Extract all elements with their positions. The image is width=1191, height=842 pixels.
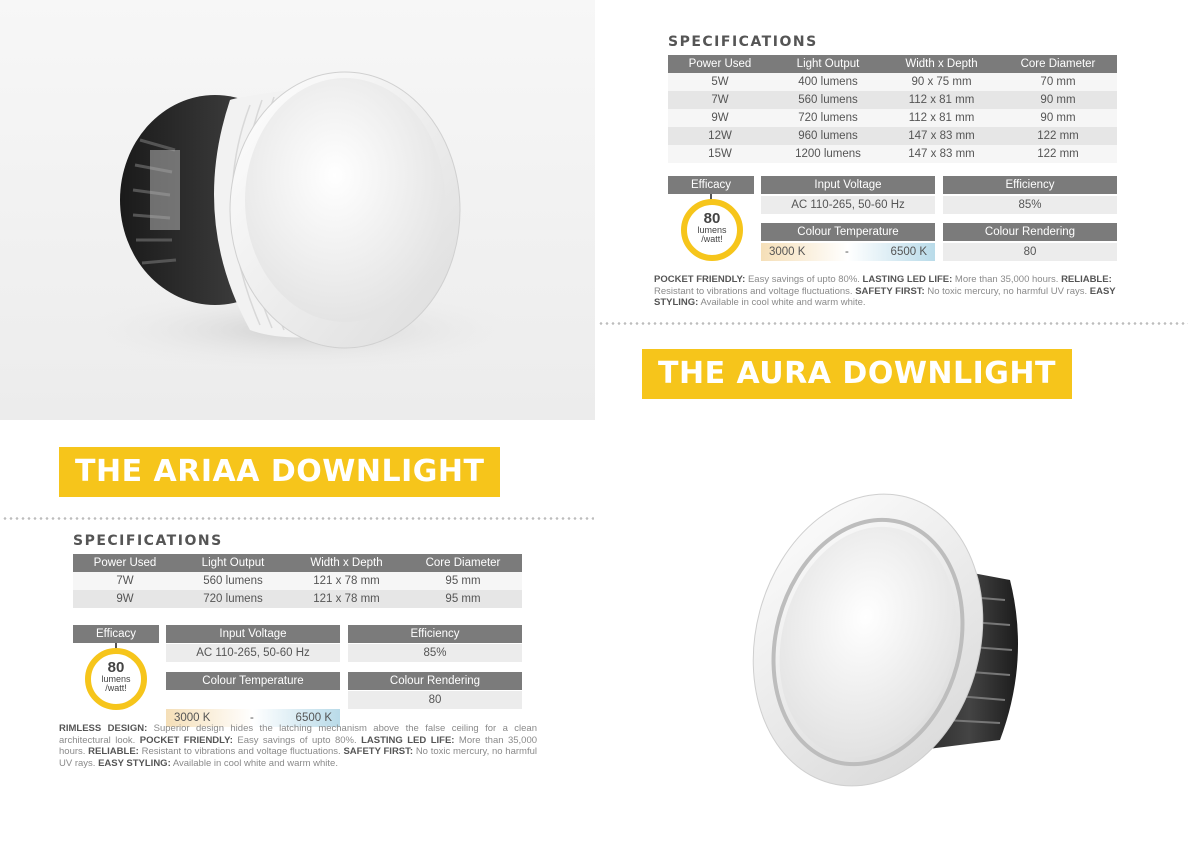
colour-temp-low: 3000 K [174, 712, 211, 724]
ariaa-input-voltage-label: Input Voltage [166, 625, 340, 643]
aura-product-photo [0, 0, 595, 420]
aura-downlight-illustration [0, 0, 595, 420]
feature-text: Resistant to vibrations and voltage fluctuations. [654, 285, 856, 297]
table-row [668, 127, 1117, 145]
colour-temp-separator: - [845, 246, 849, 258]
aura-efficacy-badge [681, 199, 743, 261]
table-cell: 121 x 78 mm [289, 572, 404, 590]
ariaa-input-voltage-value: AC 110-265, 50-60 Hz [166, 644, 340, 662]
colour-temp-low: 3000 K [769, 246, 806, 258]
aura-efficacy-label: Efficacy [668, 176, 754, 194]
table-cell: 95 mm [404, 572, 522, 590]
aura-spec-table [668, 55, 1117, 163]
feature-title: LASTING LED LIFE: [361, 734, 455, 746]
ariaa-product-photo [600, 420, 1191, 842]
feature-text: Superior design hides the latching mechanism above the false ceiling for a clean architectural look. [59, 723, 537, 746]
aura-efficiency-label: Efficiency [943, 176, 1117, 194]
table-cell: 1200 lumens [772, 145, 884, 163]
ariaa-banner: THE ARIAA DOWNLIGHT [59, 447, 500, 497]
table-row [73, 572, 522, 590]
column-header: Light Output [772, 55, 884, 73]
ariaa-efficiency-value: 85% [348, 644, 522, 662]
ariaa-feature-description [59, 723, 537, 769]
table-cell: 90 x 75 mm [884, 73, 999, 91]
table-cell: 15W [668, 145, 772, 163]
ariaa-colour-rendering-label: Colour Rendering [348, 672, 522, 690]
column-header: Width x Depth [884, 55, 999, 73]
feature-title: EASY STYLING: [98, 757, 171, 769]
table-row [668, 145, 1117, 163]
table-cell: 560 lumens [772, 91, 884, 109]
efficacy-unit: /watt! [105, 683, 127, 693]
column-header: Width x Depth [289, 554, 404, 572]
table-cell: 95 mm [404, 590, 522, 608]
table-cell: 9W [668, 109, 772, 127]
feature-title: RELIABLE: [88, 746, 139, 757]
feature-title: EASY STYLING: [654, 285, 1116, 308]
ariaa-spec-header-row [73, 554, 522, 572]
ariaa-spec-heading: SPECIFICATIONS [73, 533, 223, 549]
ariaa-efficiency-label: Efficiency [348, 625, 522, 643]
table-row [668, 109, 1117, 127]
table-cell: 90 mm [999, 109, 1117, 127]
table-cell: 12W [668, 127, 772, 145]
aura-efficiency-value: 85% [943, 196, 1117, 214]
table-cell: 7W [668, 91, 772, 109]
efficacy-unit: /watt! [701, 234, 723, 244]
table-cell: 960 lumens [772, 127, 884, 145]
column-header: Core Diameter [404, 554, 522, 572]
table-cell: 90 mm [999, 91, 1117, 109]
table-cell: 400 lumens [772, 73, 884, 91]
colour-temp-high: 6500 K [890, 246, 927, 258]
aura-colour-rendering-label: Colour Rendering [943, 223, 1117, 241]
ariaa-colour-temperature-label: Colour Temperature [166, 672, 340, 690]
aura-colour-temperature-label: Colour Temperature [761, 223, 935, 241]
column-header: Light Output [177, 554, 289, 572]
aura-spec-heading: SPECIFICATIONS [668, 34, 818, 50]
feature-text: Available in cool white and warm white. [170, 757, 338, 769]
colour-temp-separator: - [250, 712, 254, 724]
dotted-divider [598, 322, 1188, 325]
table-cell: 7W [73, 572, 177, 590]
table-cell: 147 x 83 mm [884, 145, 999, 163]
efficacy-value: 80 [107, 659, 125, 676]
table-cell: 70 mm [999, 73, 1117, 91]
column-header: Power Used [73, 554, 177, 572]
ariaa-colour-rendering-value: 80 [348, 691, 522, 709]
dotted-divider [2, 517, 594, 520]
ariaa-spec-table [73, 554, 522, 608]
column-header: Core Diameter [999, 55, 1117, 73]
feature-text: Easy savings of upto 80%. [745, 274, 863, 285]
table-cell: 9W [73, 590, 177, 608]
aura-banner: THE AURA DOWNLIGHT [642, 349, 1072, 399]
column-header: Power Used [668, 55, 772, 73]
table-cell: 5W [668, 73, 772, 91]
feature-title: LASTING LED LIFE: [862, 274, 953, 285]
table-row [73, 590, 522, 608]
feature-text: More than 35,000 hours. [59, 734, 538, 757]
ariaa-efficacy-label: Efficacy [73, 625, 159, 643]
aura-input-voltage-label: Input Voltage [761, 176, 935, 194]
table-cell: 121 x 78 mm [289, 590, 404, 608]
aura-colour-temperature-gradient [761, 243, 935, 261]
table-cell: 560 lumens [177, 572, 289, 590]
table-cell: 122 mm [999, 145, 1117, 163]
table-row [668, 91, 1117, 109]
table-cell: 147 x 83 mm [884, 127, 999, 145]
feature-title: SAFETY FIRST: [855, 285, 925, 297]
feature-text: Easy savings of upto 80%. [232, 734, 362, 746]
efficacy-unit: lumens [101, 674, 131, 684]
feature-title: POCKET FRIENDLY: [654, 274, 746, 285]
ariaa-downlight-illustration [600, 420, 1191, 842]
colour-temp-high: 6500 K [295, 712, 332, 724]
aura-colour-rendering-value: 80 [943, 243, 1117, 261]
feature-title: RELIABLE: [1061, 274, 1112, 285]
aura-input-voltage-value: AC 110-265, 50-60 Hz [761, 196, 935, 214]
table-cell: 720 lumens [772, 109, 884, 127]
table-cell: 112 x 81 mm [884, 109, 999, 127]
feature-text: Resistant to vibrations and voltage fluctuations. [138, 746, 344, 757]
table-cell: 112 x 81 mm [884, 91, 999, 109]
ariaa-efficacy-badge [85, 648, 147, 710]
aura-spec-header-row [668, 55, 1117, 73]
table-cell: 122 mm [999, 127, 1117, 145]
feature-title: SAFETY FIRST: [343, 746, 414, 757]
table-cell: 720 lumens [177, 590, 289, 608]
efficacy-unit: lumens [697, 225, 727, 235]
feature-text: No toxic mercury, no harmful UV rays. [59, 746, 537, 769]
feature-text: More than 35,000 hours. [952, 274, 1062, 285]
aura-feature-description [654, 274, 1138, 309]
feature-text: No toxic mercury, no harmful UV rays. [924, 285, 1090, 297]
feature-title: RIMLESS DESIGN: [59, 723, 148, 734]
feature-text: Available in cool white and warm white. [698, 297, 866, 308]
efficacy-value: 80 [703, 210, 721, 227]
table-row [668, 73, 1117, 91]
feature-title: POCKET FRIENDLY: [139, 734, 233, 746]
